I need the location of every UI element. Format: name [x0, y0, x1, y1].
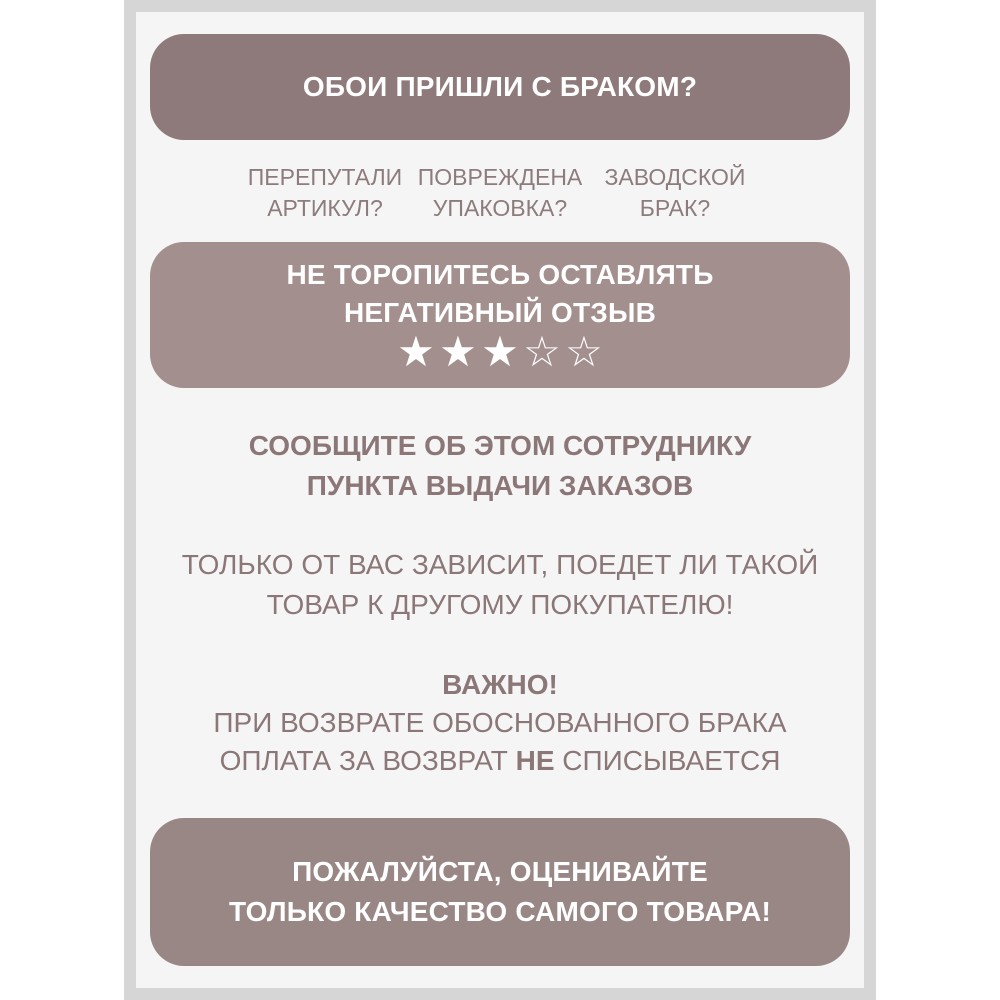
footer-banner — [150, 818, 850, 966]
issue-item-damaged-package — [415, 162, 585, 224]
warning-banner — [150, 242, 850, 388]
contact-line: СООБЩИТЕ ОБ ЭТОМ СОТРУДНИКУ — [248, 430, 752, 461]
issues-list — [240, 162, 760, 224]
important-line — [150, 742, 850, 780]
star-filled-icon: ★ — [439, 328, 477, 375]
depends-line: ТОЛЬКО ОТ ВАС ЗАВИСИТ, ПОЕДЕТ ЛИ ТАКОЙ — [181, 549, 819, 580]
contact-message — [150, 426, 850, 506]
star-empty-icon: ☆ — [565, 328, 603, 375]
issue-item-factory-defect — [590, 162, 760, 224]
issue-line: ПОВРЕЖДЕНА — [417, 164, 583, 190]
contact-line: ПУНКТА ВЫДАЧИ ЗАКАЗОВ — [306, 470, 694, 501]
star-filled-icon: ★ — [481, 328, 519, 375]
important-emphasis: НЕ — [515, 745, 555, 776]
important-line: ПРИ ВОЗВРАТЕ ОБОСНОВАННОГО БРАКА — [213, 707, 787, 738]
depends-line: ТОВАР К ДРУГОМУ ПОКУПАТЕЛЮ! — [266, 589, 734, 620]
warning-line: НЕ ТОРОПИТЕСЬ ОСТАВЛЯТЬ — [286, 259, 714, 290]
footer-line: ПОЖАЛУЙСТА, ОЦЕНИВАЙТЕ — [292, 856, 708, 887]
warning-line: НЕГАТИВНЫЙ ОТЗЫВ — [343, 297, 657, 328]
header-question: ОБОИ ПРИШЛИ С БРАКОМ? — [302, 71, 698, 102]
star-empty-icon: ☆ — [523, 328, 561, 375]
issue-line: БРАК? — [639, 195, 711, 221]
issue-line: ПЕРЕПУТАЛИ — [247, 164, 403, 190]
header-banner — [150, 34, 850, 140]
important-message — [150, 666, 850, 780]
issue-line: УПАКОВКА? — [432, 195, 568, 221]
star-filled-icon: ★ — [397, 328, 435, 375]
footer-line: ТОЛЬКО КАЧЕСТВО САМОГО ТОВАРА! — [228, 896, 772, 927]
issue-line: АРТИКУЛ? — [267, 195, 383, 221]
issue-line: ЗАВОДСКОЙ — [604, 164, 746, 190]
issue-item-wrong-article — [240, 162, 410, 224]
star-rating — [150, 330, 850, 374]
important-title: ВАЖНО! — [442, 669, 558, 700]
important-text: СПИСЫВАЕТСЯ — [554, 745, 781, 776]
important-text: ОПЛАТА ЗА ВОЗВРАТ — [219, 745, 516, 776]
depends-message — [150, 545, 850, 625]
